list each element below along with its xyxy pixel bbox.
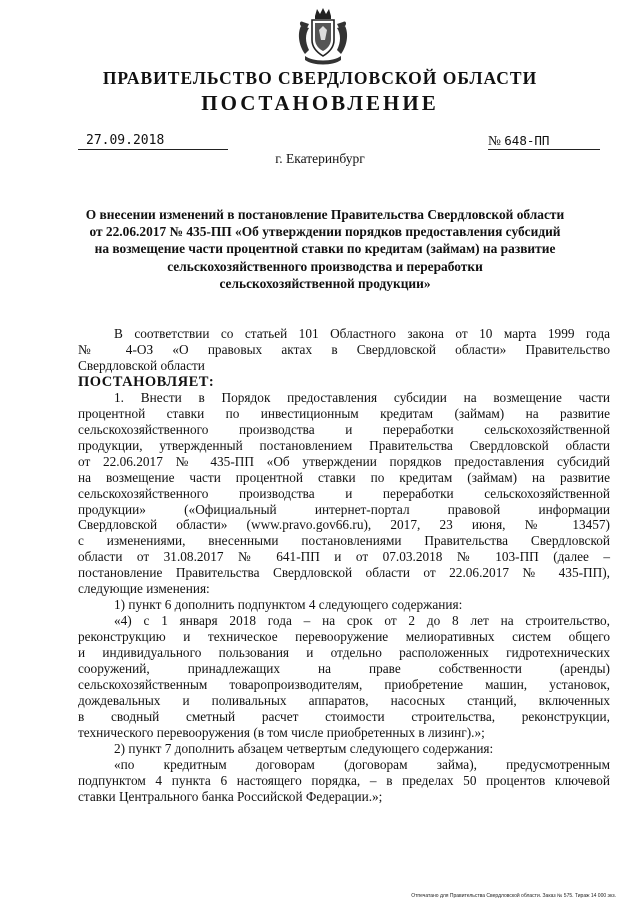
body-line: Свердловской области <box>78 357 205 373</box>
coat-of-arms-icon <box>295 6 351 68</box>
body-line: от 22.06.2017 № 435-ПП «Об утверждении порядков предоставления субсидий <box>78 453 610 469</box>
body-line: 1. Внести в Порядок предоставления субсидии на возмещение части <box>114 389 610 405</box>
city: г. Екатеринбург <box>275 151 365 166</box>
number-value: 648-ПП <box>504 133 550 148</box>
print-footer-note: Отпечатано для Правительства Свердловской области. Заказ № 575. Тираж 14 000 экз. <box>411 893 616 899</box>
heading-line: сельскохозяйственного производства и переработки <box>167 258 483 274</box>
body-line: продукции, утвержденный постановлением Правительства Свердловской области <box>78 437 610 453</box>
government-title: ПРАВИТЕЛЬСТВО СВЕРДЛОВСКОЙ ОБЛАСТИ <box>102 68 538 88</box>
body-line: продукции» («Официальный интернет-портал правовой информации <box>78 501 610 517</box>
body-line: сельскохозяйственного производства и переработки сельскохозяйственной <box>78 485 610 501</box>
body-line: процентной ставки по инвестиционным кредитам (займам) на развитие <box>78 405 610 421</box>
body-line: следующие изменения: <box>78 581 210 597</box>
body-line: сооружений, принадлежащих на праве собственности (аренды) <box>78 661 610 677</box>
resolve-word: ПОСТАНОВЛЯЕТ: <box>78 373 215 390</box>
body-line: Свердловской области» (www.pravo.gov66.ru), 2017, 23 июня, № 13457) <box>78 517 610 533</box>
document-date: 27.09.2018 <box>78 133 228 150</box>
body-line: технического перевооружения (в том числе приобретенных в лизинг).»; <box>78 724 485 740</box>
number-prefix: № <box>488 133 501 148</box>
body-line: и индивидуального пользования и отдельно расположенных гидротехнических <box>78 645 610 661</box>
body-line: 1) пункт 6 дополнить подпунктом 4 следующего содержания: <box>114 597 463 613</box>
body-line: с изменениями, внесенными постановлениями Правительства Свердловской <box>78 533 610 549</box>
resolution-heading <box>40 206 610 292</box>
body-line: области от 31.08.2017 № 641-ПП и от 07.03.2018 № 103-ПП (далее – <box>78 549 610 565</box>
body-line: «по кредитным договорам (договорам займа), предусмотренным <box>114 756 610 772</box>
body-line: сельскохозяйственным товаропроизводителям, приобретение машин, установок, <box>78 677 610 693</box>
body-line: подпунктом 4 пункта 6 настоящего порядка, – в пределах 50 процентов ключевой <box>78 772 610 788</box>
heading-line: сельскохозяйственной продукции» <box>219 275 431 291</box>
heading-line: О внесении изменений в постановление Правительства Свердловской области <box>85 207 565 222</box>
body-line: реконструкцию и техническое перевооружение мелиоративных систем общего <box>78 629 610 645</box>
body-line: в сводный сметный расчет стоимости строительства, реконструкции, <box>78 708 610 724</box>
body-line: 2) пункт 7 дополнить абзацем четвертым следующего содержания: <box>114 740 494 756</box>
body-line: В соответствии со статьей 101 Областного закона от 10 марта 1999 года <box>114 326 610 341</box>
body-line: № 4-ОЗ «О правовых актах в Свердловской области» Правительство <box>78 341 610 357</box>
body-line: «4) с 1 января 2018 года – на срок от 2 до 8 лет на строительство, <box>114 613 610 629</box>
heading-line: на возмещение части процентной ставки по кредитам (займам) на развитие <box>94 241 556 257</box>
body-line: ставки Центрального банка Российской Федерации.»; <box>78 788 383 804</box>
resolution-body <box>78 326 610 805</box>
body-line: на возмещение части процентной ставки по кредитам (займам) на развитие <box>78 469 610 485</box>
document-number <box>488 133 600 150</box>
heading-line: от 22.06.2017 № 435-ПП «Об утверждении порядков предоставления субсидий <box>89 224 561 240</box>
body-line: постановление Правительства Свердловской области от 22.06.2017 № 435-ПП), <box>78 565 610 581</box>
document-type-title: ПОСТАНОВЛЕНИЕ <box>201 91 439 115</box>
body-line: сельскохозяйственного производства и переработки сельскохозяйственной <box>78 421 610 437</box>
body-line: дождевальных и поливальных аппаратов, насосных станций, включенных <box>78 692 610 708</box>
